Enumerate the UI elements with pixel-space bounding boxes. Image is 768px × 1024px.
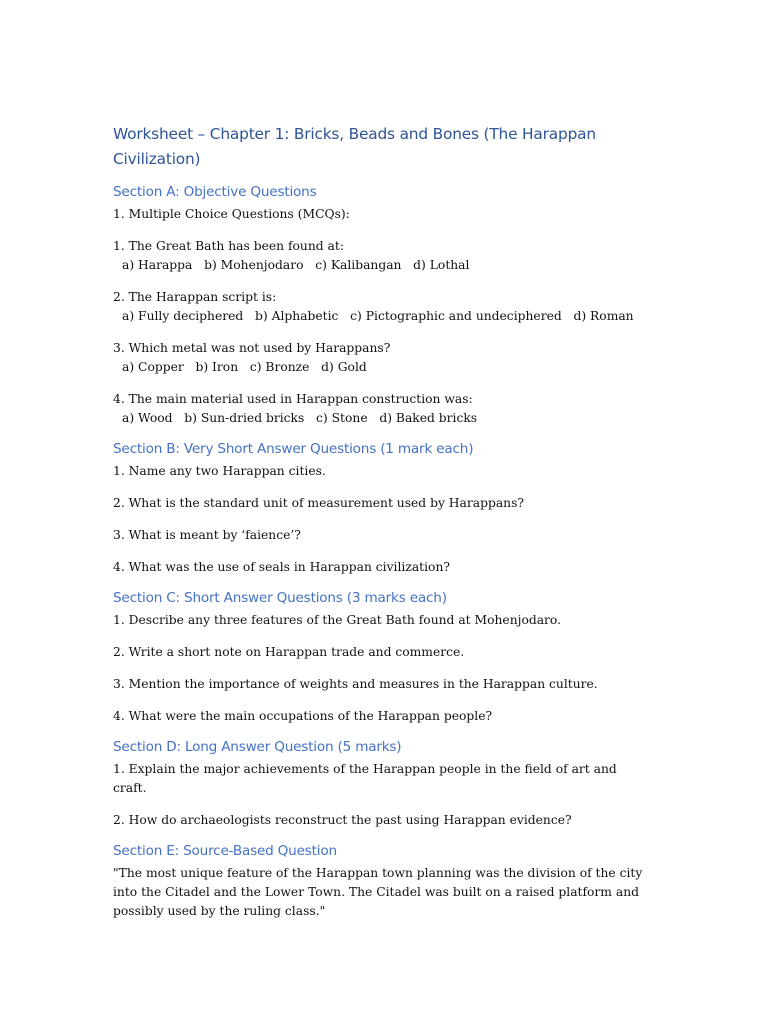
worksheet-title: Worksheet – Chapter 1: Bricks, Beads and Bones (The Harappan Civilization) xyxy=(113,125,596,168)
sa-question-3: 3. Mention the importance of weights and measures in the Harappan culture. xyxy=(113,677,598,691)
mcq-intro: 1. Multiple Choice Questions (MCQs): xyxy=(113,207,350,221)
source-passage: "The most unique feature of the Harappan town planning was the division of the city into the Citadel and the Lower Town. The Citadel was built on a raised platform and possibly used by the ruling class." xyxy=(113,866,643,918)
section-a-heading: Section A: Objective Questions xyxy=(113,184,317,200)
mcq-question-3: 3. Which metal was not used by Harappans? xyxy=(113,341,391,355)
vsa-question-2: 2. What is the standard unit of measurement used by Harappans? xyxy=(113,496,524,510)
vsa-question-1: 1. Name any two Harappan cities. xyxy=(113,464,326,478)
sa-question-4: 4. What were the main occupations of the Harappan people? xyxy=(113,709,493,723)
la-question-2: 2. How do archaeologists reconstruct the past using Harappan evidence? xyxy=(113,813,572,827)
mcq-options-1: a) Harappa b) Mohenjodaro c) Kalibangan d) Lothal xyxy=(122,258,470,272)
section-c-heading: Section C: Short Answer Questions (3 marks each) xyxy=(113,590,447,606)
mcq-question-1: 1. The Great Bath has been found at: xyxy=(113,239,344,253)
sa-question-2: 2. Write a short note on Harappan trade and commerce. xyxy=(113,645,465,659)
la-question-1: 1. Explain the major achievements of the Harappan people in the field of art and craft. xyxy=(113,762,617,795)
mcq-options-2: a) Fully deciphered b) Alphabetic c) Pictographic and undeciphered d) Roman xyxy=(122,309,634,323)
section-d-heading: Section D: Long Answer Question (5 marks) xyxy=(113,739,402,755)
mcq-question-4: 4. The main material used in Harappan construction was: xyxy=(113,392,473,406)
mcq-question-2: 2. The Harappan script is: xyxy=(113,290,277,304)
vsa-question-4: 4. What was the use of seals in Harappan civilization? xyxy=(113,560,450,574)
mcq-options-4: a) Wood b) Sun-dried bricks c) Stone d) Baked bricks xyxy=(122,411,478,425)
section-e-heading: Section E: Source-Based Question xyxy=(113,843,337,859)
section-b-heading: Section B: Very Short Answer Questions (1 mark each) xyxy=(113,441,474,457)
sa-question-1: 1. Describe any three features of the Great Bath found at Mohenjodaro. xyxy=(113,613,562,627)
vsa-question-3: 3. What is meant by ‘faience’? xyxy=(113,528,301,542)
mcq-options-3: a) Copper b) Iron c) Bronze d) Gold xyxy=(122,360,367,374)
worksheet-page xyxy=(113,122,653,921)
